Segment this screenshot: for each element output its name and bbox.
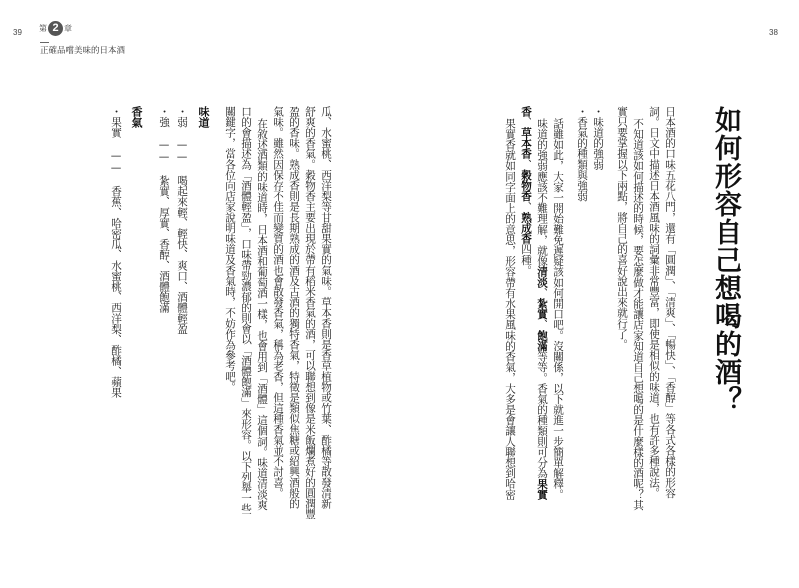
body-line-11: 關鍵字，當各位向店家說明味道及香氣時，不妨作為參考吧。 [224, 106, 236, 393]
chapter-suffix: 章 [64, 24, 72, 33]
taste-item-strong: ・強 —— 紮實、厚實、香醇、酒體飽滿 [158, 106, 170, 313]
intro-line-4: 實只要掌握以下兩點，將自己的喜好說出來就行了。 [616, 106, 628, 350]
body-line-1: 話雖如此，大家一開始難免遲疑該如何開口吧。沒關係，以下就進一步簡單解釋。 [552, 118, 564, 500]
right-page-number: 38 [769, 28, 778, 37]
taste-item-weak: ・弱 —— 喝起來輕、輕快、爽口、酒體輕盈 [176, 106, 188, 335]
body-line-4: 果實香就如同字面上的意思，形容帶有水果風味的香氣，大多是會讓人聯想到哈密 [504, 118, 516, 500]
chapter-subtitle: 正確品嚐美味的日本酒 [40, 46, 126, 56]
chapter-prefix: 第 [39, 24, 47, 33]
body-line-2: 味道的強弱應該不難理解，就像清淡、紮實、飽滿等等。香氣的種類則可分為果實 [536, 118, 548, 500]
aroma-item-fruit: ・果實 —— 香蕉、哈密瓜、水蜜桃、西洋梨、酢橘、蘋果 [110, 106, 122, 398]
body-line-5: 瓜、水蜜桃、西洋梨等甘甜果實的氣味。草本香則是香草植物或竹葉、酢橘等散發清新 [320, 106, 332, 509]
point-aroma-type: ・香氣的種類與強弱 [576, 106, 588, 202]
intro-line-2: 詞。日文中描述日本酒風味的詞彙非常豐富，即使是相似的味道，也有許多種說法。 [648, 106, 660, 499]
body-line-9: 在敘述酒類的味道時，日本酒和葡萄酒一樣，也會用到「酒體」這個詞。味道清淡爽 [256, 118, 268, 511]
chapter-label [39, 21, 72, 36]
aroma-heading: 香氣 [130, 106, 143, 128]
body-line-10: 口的會描述為「酒體輕盈」，口味帶勁濃郁的則會以「酒體飽滿」來形容。以下列舉一些 [240, 106, 252, 515]
chapter-number-badge: 2 [48, 21, 63, 36]
header-divider [40, 42, 49, 43]
intro-line-1: 日本酒的口味五花八門，還有「圓潤」、「清爽」、「暢快」、「香醇」等各式各樣的形容 [664, 106, 676, 499]
point-taste-strength: ・味道的強弱 [592, 106, 604, 170]
body-line-7: 盈的香味。熟成香則是長期熟成的酒及古酒的獨特香氣，特徵是類似焦糖或紹興酒般的 [288, 106, 300, 509]
body-line-3: 香、草本香、穀物香、熟成香四種。 [520, 106, 532, 276]
body-line-8: 氣味。雖然因保存不佳而變質的酒也會散發香氣，稱為老香，但這種香氣並不討喜。 [272, 106, 284, 499]
intro-line-3: 不知道該如何描述的時候，要怎麼做才能讓店家知道自己想喝的是什麼樣的酒呢？其 [632, 118, 644, 511]
article-title: 如何形容自己想喝的酒？ [710, 106, 741, 414]
body-line-6: 舒爽的香氣。穀物香主要出現於帶有稻米香氣的酒，可以聯想到像是米飯爛煮好的圓潤豐 [304, 106, 316, 520]
left-page-number: 39 [13, 28, 22, 37]
taste-heading: 味道 [197, 106, 210, 128]
